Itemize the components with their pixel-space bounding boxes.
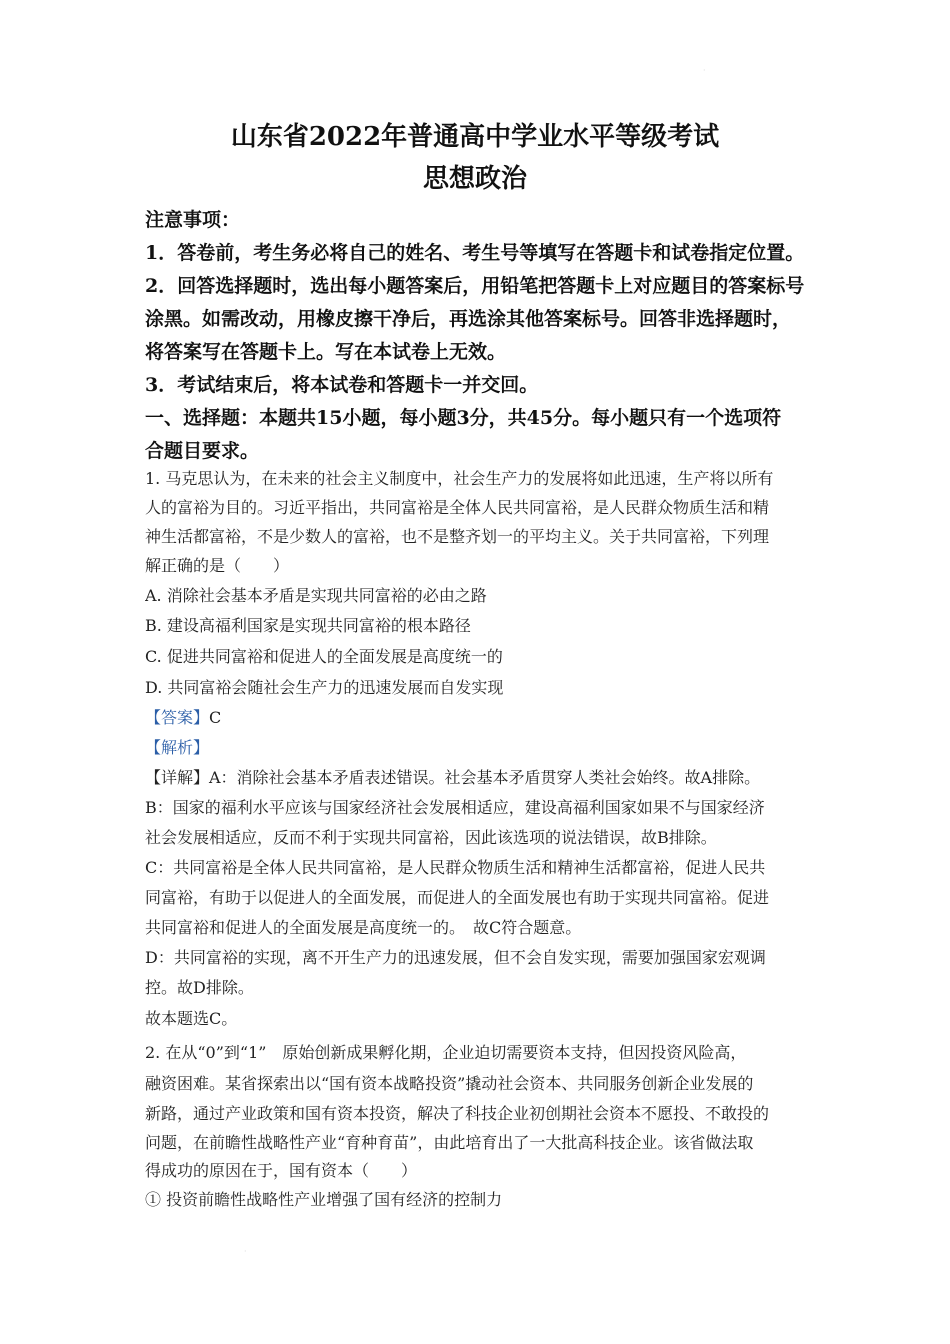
q1-conclusion: 故本题选C。 [145,1009,238,1028]
notice-heading: 注意事项： [145,209,241,231]
q1-detail-line-4: C：共同富裕是全体人民共同富裕，是人民群众物质生活和精神生活都富裕，促进人民共 [145,858,766,877]
q1-detail-line-6: 共同富裕和促进人的全面发展是高度统一的。 故C符合题意。 [145,918,582,937]
q1-detail-line-7: D：共同富裕的实现，离不开生产力的迅速发展，但不会自发实现，需要加强国家宏观调 [145,948,766,967]
notice-item-2-line-3: 将答案写在答题卡上。写在本试卷上无效。 [145,341,507,363]
q1-answer [145,705,810,728]
q2-stem-line-3: 新路，通过产业政策和国有资本投资，解决了科技企业初创期社会资本不愿投、不敢投的 [145,1104,770,1123]
exam-title: 山东省2022年普通高中学业水平等级考试 [230,122,720,152]
notice-item-2-line-2: 涂黑。如需改动，用橡皮擦干净后，再选涂其他答案标号。回答非选择题时， [145,308,792,330]
answer-value: C [209,708,222,727]
q2-stem-line-2: 融资困难。某省探索出以“国有资本战略投资”撬动社会资本、共同服务创新企业发展的 [145,1074,754,1093]
q1-stem-line-1: 1. 马克思认为，在未来的社会主义制度中，社会生产力的发展将如此迅速，生产将以所有 [145,469,774,488]
bottom-watermark-dot: · [244,1247,247,1256]
q1-detail-line-1: 【详解】A：消除社会基本矛盾表述错误。社会基本矛盾贯穿人类社会始终。故A排除。 [145,768,761,787]
q1-detail-line-2: B：国家的福利水平应该与国家经济社会发展相适应，建设高福利国家如果不与国家经济 [145,798,765,817]
q1-detail-line-3: 社会发展相适应，反而不利于实现共同富裕，因此该选项的说法错误，故B排除。 [145,828,717,847]
top-watermark-dot: · [703,66,706,75]
q2-stem-line-1: 2. 在从“0”到“1” 原始创新成果孵化期，企业迫切需要资本支持，但因投资风险高， [145,1043,747,1062]
q1-detail-line-8: 控。故D排除。 [145,978,254,997]
subject-title: 思想政治 [422,164,527,194]
q2-stem-line-4: 问题，在前瞻性战略性产业“育种育苗”，由此培育出了一大批高科技企业。该省做法取 [145,1133,754,1152]
q1-detail-line-5: 同富裕，有助于以促进人的全面发展，而促进人的全面发展也有助于实现共同富裕。促进 [145,888,770,907]
notice-item-3: 3．考试结束后，将本试卷和答题卡一并交回。 [145,374,539,396]
q1-option-a: A. 消除社会基本矛盾是实现共同富裕的必由之路 [145,586,487,605]
q1-stem-line-4: 解正确的是（ ） [145,556,290,575]
notice-item-1: 1．答卷前，考生务必将自己的姓名、考生号等填写在答题卡和试卷指定位置。 [145,242,805,264]
q2-option-1: ① 投资前瞻性战略性产业增强了国有经济的控制力 [145,1190,503,1209]
q2-stem-line-5: 得成功的原因在于，国有资本（ ） [145,1161,418,1180]
q1-stem-line-3: 神生活都富裕，不是少数人的富裕，也不是整齐划一的平均主义。关于共同富裕，下列理 [145,527,770,546]
q1-option-d: D. 共同富裕会随社会生产力的迅速发展而自发实现 [145,678,504,697]
analysis-tag: 【解析】 [145,738,210,757]
section-heading-line-2: 合题目要求。 [145,440,260,462]
q1-option-b: B. 建设高福利国家是实现共同富裕的根本路径 [145,616,471,635]
q1-stem-line-2: 人的富裕为目的。习近平指出，共同富裕是全体人民共同富裕，是人民群众物质生活和精 [145,498,770,517]
notice-item-2-line-1: 2．回答选择题时，选出每小题答案后，用铅笔把答题卡上对应题目的答案标号 [145,275,805,297]
q1-option-c: C. 促进共同富裕和促进人的全面发展是高度统一的 [145,647,503,666]
section-heading-line-1: 一、选择题：本题共15小题，每小题3分，共45分。每小题只有一个选项符 [145,407,782,429]
answer-tag: 【答案】 [145,708,210,727]
